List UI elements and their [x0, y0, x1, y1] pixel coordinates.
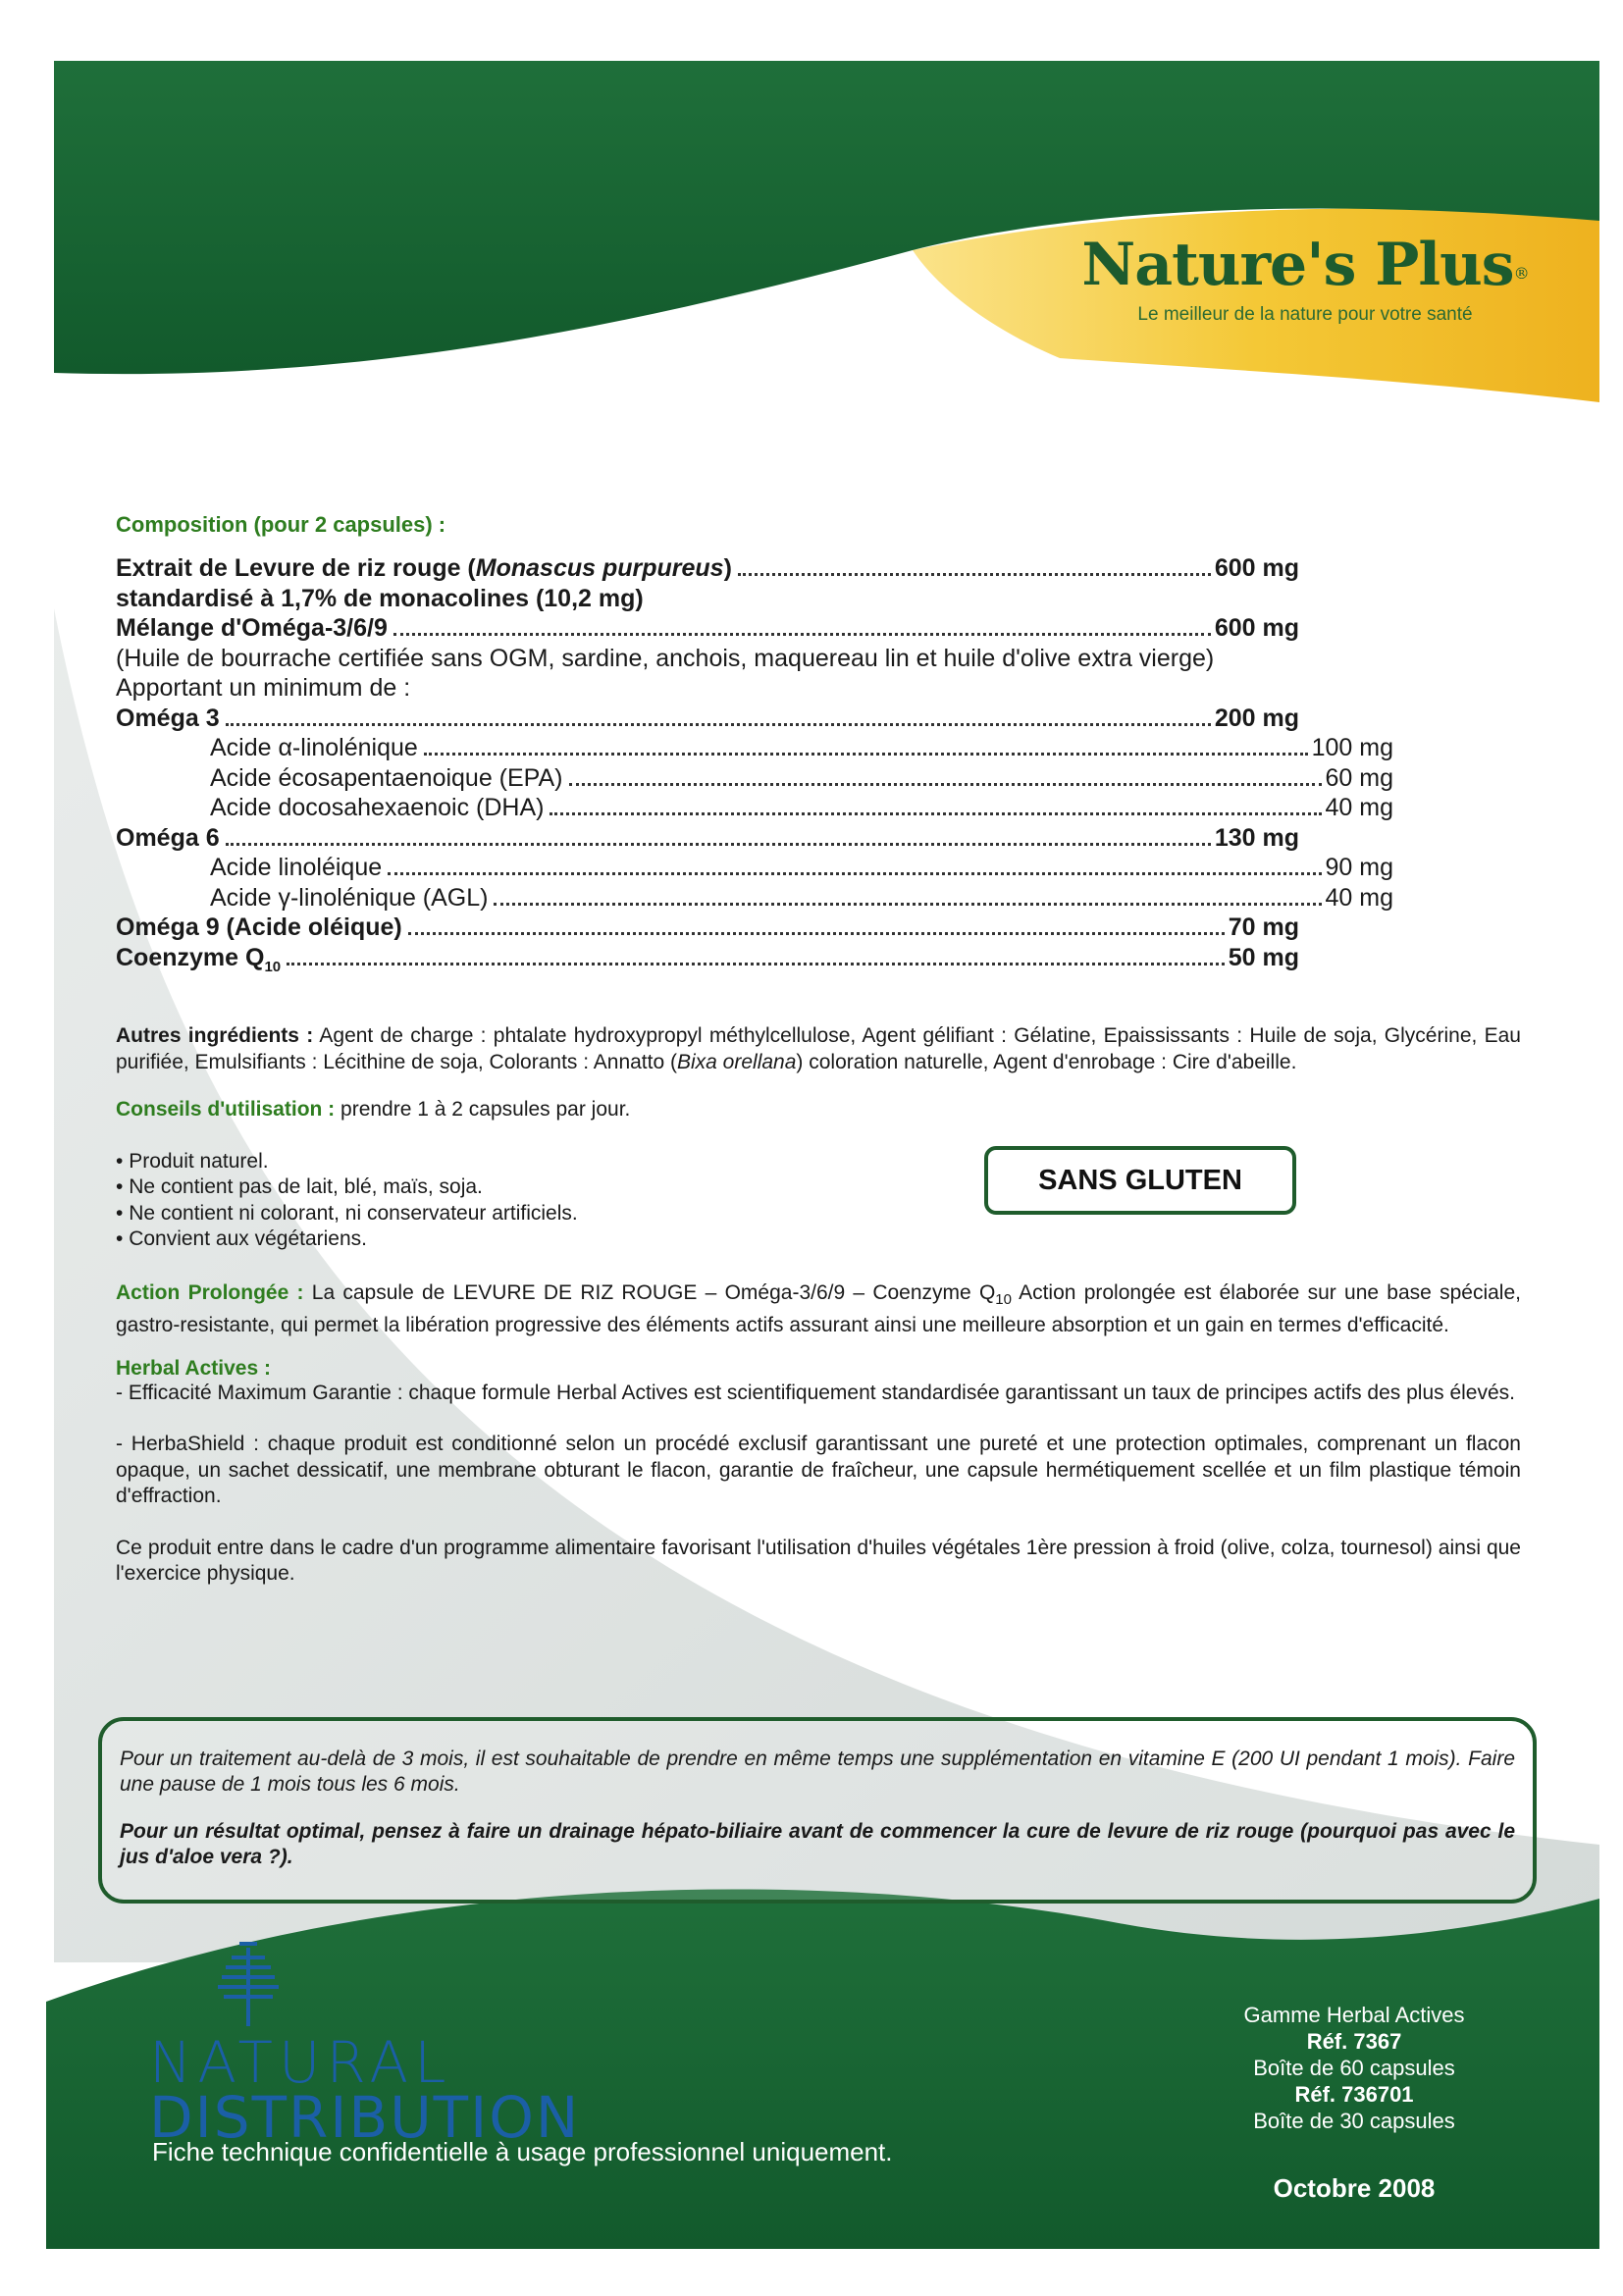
box-size: Boîte de 60 capsules	[1253, 2056, 1455, 2080]
herbal-actives-herbashield: - HerbaShield : chaque produit est conditionné selon un procédé exclusif garantissant une pureté et une protection optimales, comprenant un flacon opaque, un sachet dessicatif, une membrane obturant le flacon, garantie de fraîcheur, une capsule hermétiquement scellée et un film plastique témoin d'effraction.	[116, 1433, 1521, 1508]
gluten-free-badge: SANS GLUTEN	[984, 1146, 1296, 1215]
composition-list	[116, 553, 1521, 982]
recommendation-box	[98, 1717, 1537, 1904]
brand-tagline: Le meilleur de la nature pour votre santé	[1137, 304, 1473, 325]
document-date: Octobre 2008	[1273, 2173, 1436, 2203]
prolonged-action-title: Action Prolongée :	[116, 1280, 304, 1304]
natural-distribution-logo	[149, 1938, 581, 2151]
confidential-note: Fiche technique confidentielle à usage professionnel uniquement.	[152, 2137, 893, 2166]
composition-row: Oméga 6 130 mg	[116, 823, 1299, 852]
list-item: • Produit naturel.	[116, 1149, 1521, 1175]
usage-advice: Conseils d'utilisation : prendre 1 à 2 capsules par jour.	[116, 1098, 631, 1121]
brand-logo	[1070, 231, 1541, 326]
composition-row: (Huile de bourrache certifiée sans OGM, sardine, anchois, maquereau lin et huile d'olive extra vierge)	[116, 644, 1215, 672]
features-list	[116, 1149, 1521, 1253]
composition-row: Oméga 9 (Acide oléique) 70 mg	[116, 913, 1299, 941]
box-size: Boîte de 30 capsules	[1253, 2109, 1455, 2133]
composition-row: Mélange d'Oméga-3/6/9 600 mg	[116, 614, 1299, 642]
other-ingredients: Autres ingrédients : Agent de charge : phtalate hydroxypropyl méthylcellulose, Agent gélifiant : Gélatine, Epaississants : Huile de soja, Glycérine, Eau purifiée, Emulsifiants : Lécithine de soja, Colorants : Annatto (Bixa orellana) coloration naturelle, Agent d'enrobage : Cire d'abeille.	[116, 1024, 1521, 1073]
composition-row: Acide écosapentaenoique (EPA) 60 mg	[210, 763, 1393, 792]
program-note: Ce produit entre dans le cadre d'un programme alimentaire favorisant l'utilisation d'huiles végétales 1ère pression à froid (olive, colza, tournesol) ainsi que l'exercice physique.	[116, 1536, 1521, 1586]
list-item: • Ne contient pas de lait, blé, maïs, soja.	[116, 1174, 1521, 1201]
distributor-name-line2: DISTRIBUTION	[149, 2084, 581, 2151]
reference-code: Réf. 736701	[1294, 2082, 1414, 2107]
composition-row: Apportant un minimum de :	[116, 674, 411, 702]
list-item: • Ne contient ni colorant, ni conservateur artificiels.	[116, 1201, 1521, 1227]
composition-row: Coenzyme $Q_{10}$ 50 mg	[116, 943, 1299, 975]
main-content	[116, 512, 1521, 1588]
recommendation-bold-text: Pour un résultat optimal, pensez à faire un drainage hépato-biliaire avant de commencer la cure de levure de riz rouge (pourquoi pas avec le jus d'aloe vera ?).	[120, 1820, 1515, 1868]
recommendation-text: Pour un traitement au-delà de 3 mois, il est souhaitable de prendre en même temps une supplémentation en vitamine E (200 UI pendant 1 mois). Faire une pause de 1 mois tous les 6 mois.	[120, 1748, 1515, 1796]
brand-name: Nature's Plus®	[1081, 231, 1529, 299]
reference-block	[1187, 2002, 1521, 2134]
reference-code: Réf. 7367	[1306, 2029, 1402, 2054]
herbal-actives-title: Herbal Actives :	[116, 1356, 271, 1380]
composition-row: Acide docosahexaenoic (DHA) 40 mg	[210, 794, 1393, 821]
composition-title: Composition (pour 2 capsules) :	[116, 512, 446, 537]
tree-icon	[214, 1938, 283, 2026]
composition-row: Oméga 3 200 mg	[116, 704, 1299, 732]
usage-advice-title: Conseils d'utilisation :	[116, 1098, 336, 1121]
herbal-actives-efficacy: - Efficacité Maximum Garantie : chaque formule Herbal Actives est scientifiquement standardisée garantissant un taux de principes actifs des plus élevés.	[116, 1381, 1515, 1404]
range-name: Gamme Herbal Actives	[1243, 2003, 1465, 2027]
distributor-name-line1: NATURAL	[149, 2029, 452, 2096]
composition-row: Acide α-linolénique 100 mg	[210, 734, 1393, 761]
composition-row: standardisé à 1,7% de monacolines (10,2 mg)	[116, 584, 644, 612]
composition-row: Acide linoléique 90 mg	[210, 854, 1393, 881]
composition-row: Acide γ-linolénique (AGL) 40 mg	[210, 883, 1393, 912]
other-ingredients-title: Autres ingrédients :	[116, 1024, 314, 1047]
list-item: • Convient aux végétariens.	[116, 1226, 1521, 1253]
prolonged-action: Action Prolongée : La capsule de LEVURE DE RIZ ROUGE – Oméga-3/6/9 – Coenzyme $Q_{10}$ Action prolongée est élaborée sur une base spéciale, gastro-resistante, qui permet la libération progressive des éléments actifs assurant ainsi une meilleure absorption et un gain en termes d'efficacité.	[116, 1280, 1521, 1337]
composition-row: Extrait de Levure de riz rouge (Monascus purpureus) 600 mg	[116, 554, 1299, 582]
